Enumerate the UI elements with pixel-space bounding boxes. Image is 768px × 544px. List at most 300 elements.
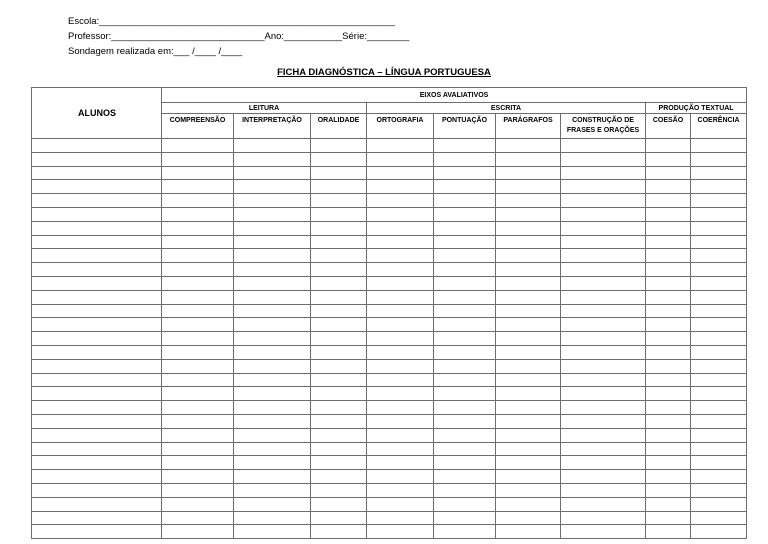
student-name-cell: [32, 387, 162, 401]
student-row: [32, 470, 747, 484]
evaluation-cell: [162, 249, 234, 263]
evaluation-cell: [646, 359, 691, 373]
evaluation-cell: [561, 373, 646, 387]
student-name-cell: [32, 318, 162, 332]
student-name-cell: [32, 139, 162, 153]
student-row: [32, 207, 747, 221]
evaluation-cell: [367, 414, 434, 428]
evaluation-cell: [234, 373, 311, 387]
evaluation-cell: [691, 442, 747, 456]
evaluation-cell: [496, 345, 561, 359]
evaluation-cell: [646, 414, 691, 428]
evaluation-cell: [646, 290, 691, 304]
evaluation-cell: [646, 318, 691, 332]
student-row: [32, 304, 747, 318]
evaluation-cell: [561, 525, 646, 539]
evaluation-cell: [691, 345, 747, 359]
evaluation-cell: [691, 511, 747, 525]
student-name-cell: [32, 235, 162, 249]
evaluation-cell: [434, 290, 496, 304]
evaluation-cell: [691, 483, 747, 497]
student-row: [32, 497, 747, 511]
evaluation-cell: [311, 318, 367, 332]
evaluation-cell: [162, 318, 234, 332]
evaluation-cell: [162, 428, 234, 442]
evaluation-cell: [691, 401, 747, 415]
evaluation-cell: [162, 180, 234, 194]
student-row: [32, 318, 747, 332]
evaluation-cell: [234, 194, 311, 208]
evaluation-cell: [434, 276, 496, 290]
evaluation-cell: [434, 152, 496, 166]
student-name-cell: [32, 194, 162, 208]
evaluation-cell: [234, 483, 311, 497]
evaluation-cell: [162, 166, 234, 180]
student-row: [32, 276, 747, 290]
evaluation-cell: [234, 276, 311, 290]
student-name-cell: [32, 345, 162, 359]
evaluation-cell: [311, 525, 367, 539]
evaluation-cell: [434, 235, 496, 249]
evaluation-cell: [434, 304, 496, 318]
evaluation-cell: [162, 304, 234, 318]
evaluation-cell: [434, 194, 496, 208]
evaluation-cell: [367, 470, 434, 484]
evaluation-cell: [691, 207, 747, 221]
evaluation-cell: [367, 166, 434, 180]
evaluation-cell: [496, 304, 561, 318]
evaluation-cell: [367, 207, 434, 221]
evaluation-cell: [367, 332, 434, 346]
evaluation-cell: [691, 414, 747, 428]
evaluation-cell: [162, 373, 234, 387]
evaluation-cell: [691, 235, 747, 249]
student-row: [32, 428, 747, 442]
evaluation-cell: [367, 235, 434, 249]
student-name-cell: [32, 304, 162, 318]
evaluation-cell: [646, 470, 691, 484]
evaluation-cell: [311, 511, 367, 525]
evaluation-cell: [496, 249, 561, 263]
evaluation-cell: [691, 470, 747, 484]
student-name-cell: [32, 428, 162, 442]
evaluation-cell: [367, 290, 434, 304]
evaluation-cell: [311, 401, 367, 415]
evaluation-cell: [496, 235, 561, 249]
evaluation-cell: [162, 263, 234, 277]
col-oralidade: ORALIDADE: [311, 114, 367, 139]
student-name-cell: [32, 442, 162, 456]
evaluation-cell: [162, 414, 234, 428]
evaluation-cell: [234, 139, 311, 153]
evaluation-cell: [311, 332, 367, 346]
evaluation-cell: [561, 497, 646, 511]
student-row: [32, 456, 747, 470]
evaluation-cell: [561, 221, 646, 235]
diagnostic-table: [31, 87, 747, 539]
evaluation-cell: [646, 221, 691, 235]
evaluation-cell: [434, 249, 496, 263]
evaluation-cell: [367, 180, 434, 194]
evaluation-cell: [311, 152, 367, 166]
evaluation-cell: [496, 180, 561, 194]
evaluation-cell: [234, 387, 311, 401]
evaluation-cell: [434, 414, 496, 428]
student-name-cell: [32, 373, 162, 387]
col-coerencia: COERÊNCIA: [691, 114, 747, 139]
evaluation-cell: [162, 235, 234, 249]
evaluation-cell: [561, 345, 646, 359]
evaluation-cell: [311, 483, 367, 497]
evaluation-cell: [162, 483, 234, 497]
evaluation-cell: [496, 373, 561, 387]
evaluation-cell: [561, 276, 646, 290]
evaluation-cell: [434, 207, 496, 221]
evaluation-cell: [367, 497, 434, 511]
evaluation-cell: [234, 180, 311, 194]
evaluation-cell: [434, 511, 496, 525]
evaluation-cell: [311, 456, 367, 470]
evaluation-cell: [561, 414, 646, 428]
evaluation-cell: [311, 221, 367, 235]
evaluation-cell: [646, 525, 691, 539]
alunos-header: ALUNOS: [32, 88, 162, 139]
evaluation-cell: [234, 207, 311, 221]
student-name-cell: [32, 221, 162, 235]
evaluation-cell: [311, 304, 367, 318]
producao-header: PRODUÇÃO TEXTUAL: [646, 103, 747, 114]
leitura-header: LEITURA: [162, 103, 367, 114]
evaluation-cell: [561, 401, 646, 415]
evaluation-cell: [367, 139, 434, 153]
evaluation-cell: [367, 249, 434, 263]
evaluation-cell: [691, 497, 747, 511]
evaluation-cell: [162, 387, 234, 401]
evaluation-cell: [496, 263, 561, 277]
evaluation-cell: [162, 194, 234, 208]
evaluation-cell: [311, 345, 367, 359]
page-title: [0, 67, 768, 78]
student-name-cell: [32, 414, 162, 428]
evaluation-cell: [496, 332, 561, 346]
student-row: [32, 345, 747, 359]
evaluation-cell: [646, 483, 691, 497]
student-row: [32, 442, 747, 456]
student-name-cell: [32, 511, 162, 525]
evaluation-cell: [646, 401, 691, 415]
evaluation-cell: [561, 332, 646, 346]
student-row: [32, 483, 747, 497]
evaluation-cell: [434, 483, 496, 497]
evaluation-cell: [367, 318, 434, 332]
evaluation-cell: [367, 194, 434, 208]
evaluation-cell: [496, 290, 561, 304]
evaluation-cell: [311, 194, 367, 208]
evaluation-cell: [234, 235, 311, 249]
evaluation-cell: [691, 180, 747, 194]
evaluation-cell: [367, 263, 434, 277]
evaluation-cell: [646, 332, 691, 346]
evaluation-cell: [646, 428, 691, 442]
evaluation-cell: [646, 166, 691, 180]
col-construcao: [561, 114, 646, 139]
evaluation-cell: [234, 414, 311, 428]
evaluation-cell: [691, 428, 747, 442]
evaluation-cell: [691, 221, 747, 235]
evaluation-cell: [561, 318, 646, 332]
escrita-header: ESCRITA: [367, 103, 646, 114]
evaluation-cell: [311, 414, 367, 428]
evaluation-cell: [691, 290, 747, 304]
evaluation-cell: [367, 221, 434, 235]
evaluation-cell: [162, 152, 234, 166]
evaluation-cell: [311, 290, 367, 304]
evaluation-cell: [162, 345, 234, 359]
evaluation-cell: [311, 207, 367, 221]
evaluation-cell: [646, 276, 691, 290]
col-compreensao: COMPREENSÃO: [162, 114, 234, 139]
evaluation-cell: [162, 497, 234, 511]
evaluation-cell: [234, 290, 311, 304]
evaluation-cell: [234, 304, 311, 318]
student-name-cell: [32, 483, 162, 497]
student-name-cell: [32, 249, 162, 263]
evaluation-cell: [311, 497, 367, 511]
evaluation-cell: [367, 345, 434, 359]
evaluation-cell: [561, 359, 646, 373]
evaluation-cell: [496, 525, 561, 539]
evaluation-cell: [646, 263, 691, 277]
evaluation-cell: [234, 318, 311, 332]
evaluation-cell: [561, 428, 646, 442]
student-row: [32, 194, 747, 208]
evaluation-cell: [367, 152, 434, 166]
col-construcao-line1: CONSTRUÇÃO DE: [572, 117, 634, 124]
evaluation-cell: [561, 470, 646, 484]
student-row: [32, 235, 747, 249]
evaluation-cell: [434, 359, 496, 373]
student-row: [32, 263, 747, 277]
evaluation-cell: [434, 525, 496, 539]
evaluation-cell: [646, 442, 691, 456]
evaluation-cell: [162, 470, 234, 484]
evaluation-cell: [162, 276, 234, 290]
evaluation-cell: [561, 511, 646, 525]
student-row: [32, 139, 747, 153]
evaluation-cell: [367, 401, 434, 415]
evaluation-cell: [434, 318, 496, 332]
evaluation-cell: [162, 511, 234, 525]
evaluation-cell: [496, 470, 561, 484]
evaluation-cell: [691, 373, 747, 387]
evaluation-cell: [561, 456, 646, 470]
evaluation-cell: [691, 318, 747, 332]
evaluation-cell: [434, 456, 496, 470]
student-name-cell: [32, 276, 162, 290]
evaluation-cell: [162, 456, 234, 470]
student-row: [32, 359, 747, 373]
evaluation-cell: [234, 401, 311, 415]
evaluation-cell: [496, 483, 561, 497]
evaluation-cell: [311, 166, 367, 180]
evaluation-cell: [561, 180, 646, 194]
evaluation-cell: [311, 249, 367, 263]
evaluation-cell: [646, 249, 691, 263]
evaluation-cell: [434, 470, 496, 484]
student-name-cell: [32, 332, 162, 346]
student-name-cell: [32, 152, 162, 166]
evaluation-cell: [311, 470, 367, 484]
evaluation-cell: [561, 483, 646, 497]
evaluation-cell: [162, 525, 234, 539]
evaluation-cell: [434, 221, 496, 235]
evaluation-cell: [162, 401, 234, 415]
evaluation-cell: [646, 207, 691, 221]
student-row: [32, 525, 747, 539]
evaluation-cell: [434, 139, 496, 153]
evaluation-cell: [691, 359, 747, 373]
evaluation-cell: [496, 276, 561, 290]
evaluation-cell: [561, 166, 646, 180]
eixos-header: EIXOS AVALIATIVOS: [162, 88, 747, 103]
evaluation-cell: [434, 332, 496, 346]
evaluation-cell: [496, 152, 561, 166]
evaluation-cell: [162, 221, 234, 235]
evaluation-cell: [311, 387, 367, 401]
evaluation-cell: [691, 304, 747, 318]
evaluation-cell: [234, 332, 311, 346]
student-name-cell: [32, 166, 162, 180]
evaluation-cell: [234, 456, 311, 470]
evaluation-cell: [162, 332, 234, 346]
student-row: [32, 401, 747, 415]
evaluation-cell: [496, 401, 561, 415]
student-name-cell: [32, 207, 162, 221]
evaluation-cell: [561, 194, 646, 208]
evaluation-cell: [496, 207, 561, 221]
evaluation-cell: [234, 152, 311, 166]
evaluation-cell: [496, 414, 561, 428]
student-row: [32, 290, 747, 304]
evaluation-cell: [691, 387, 747, 401]
student-row: [32, 373, 747, 387]
evaluation-cell: [561, 152, 646, 166]
evaluation-cell: [434, 166, 496, 180]
evaluation-cell: [646, 180, 691, 194]
evaluation-cell: [496, 497, 561, 511]
evaluation-cell: [234, 263, 311, 277]
evaluation-cell: [234, 511, 311, 525]
evaluation-cell: [691, 456, 747, 470]
evaluation-cell: [496, 221, 561, 235]
evaluation-cell: [691, 276, 747, 290]
evaluation-cell: [311, 276, 367, 290]
evaluation-cell: [311, 180, 367, 194]
evaluation-cell: [434, 497, 496, 511]
evaluation-cell: [496, 166, 561, 180]
escola-line: Escola:________________________________________________________: [68, 16, 396, 27]
evaluation-cell: [561, 207, 646, 221]
student-row: [32, 414, 747, 428]
col-ortografia: ORTOGRAFIA: [367, 114, 434, 139]
student-name-cell: [32, 263, 162, 277]
evaluation-cell: [496, 387, 561, 401]
evaluation-cell: [162, 207, 234, 221]
evaluation-cell: [234, 525, 311, 539]
evaluation-cell: [561, 387, 646, 401]
student-name-cell: [32, 456, 162, 470]
evaluation-cell: [496, 194, 561, 208]
evaluation-cell: [234, 428, 311, 442]
evaluation-cell: [367, 428, 434, 442]
evaluation-cell: [311, 235, 367, 249]
evaluation-cell: [691, 249, 747, 263]
student-row: [32, 166, 747, 180]
evaluation-cell: [496, 511, 561, 525]
evaluation-cell: [646, 497, 691, 511]
evaluation-cell: [367, 525, 434, 539]
professor-line: Professor:_____________________________Ano:___________Série:________: [68, 31, 410, 42]
evaluation-cell: [561, 249, 646, 263]
evaluation-cell: [434, 428, 496, 442]
evaluation-cell: [311, 442, 367, 456]
evaluation-cell: [367, 276, 434, 290]
evaluation-cell: [367, 304, 434, 318]
evaluation-cell: [561, 442, 646, 456]
evaluation-cell: [162, 442, 234, 456]
evaluation-cell: [311, 263, 367, 277]
student-name-cell: [32, 497, 162, 511]
evaluation-cell: [646, 152, 691, 166]
evaluation-cell: [496, 318, 561, 332]
col-construcao-line2: FRASES E ORAÇÕES: [566, 127, 640, 134]
evaluation-cell: [691, 263, 747, 277]
evaluation-cell: [646, 139, 691, 153]
evaluation-cell: [646, 194, 691, 208]
evaluation-cell: [234, 359, 311, 373]
evaluation-cell: [561, 304, 646, 318]
evaluation-cell: [311, 139, 367, 153]
evaluation-cell: [367, 359, 434, 373]
evaluation-cell: [434, 373, 496, 387]
evaluation-cell: [646, 456, 691, 470]
evaluation-cell: [234, 166, 311, 180]
student-row: [32, 249, 747, 263]
evaluation-cell: [496, 442, 561, 456]
student-row: [32, 180, 747, 194]
student-row: [32, 387, 747, 401]
evaluation-cell: [162, 139, 234, 153]
evaluation-cell: [561, 235, 646, 249]
evaluation-cell: [691, 139, 747, 153]
evaluation-cell: [367, 387, 434, 401]
evaluation-cell: [691, 525, 747, 539]
evaluation-cell: [561, 290, 646, 304]
evaluation-cell: [496, 139, 561, 153]
evaluation-cell: [367, 511, 434, 525]
evaluation-cell: [434, 387, 496, 401]
evaluation-cell: [691, 332, 747, 346]
page-title-text: FICHA DIAGNÓSTICA – LÍNGUA PORTUGUESA: [277, 67, 491, 78]
evaluation-cell: [434, 401, 496, 415]
evaluation-cell: [434, 180, 496, 194]
col-interpretacao: INTERPRETAÇÃO: [234, 114, 311, 139]
evaluation-cell: [311, 373, 367, 387]
evaluation-cell: [646, 387, 691, 401]
evaluation-cell: [367, 373, 434, 387]
evaluation-cell: [234, 497, 311, 511]
evaluation-cell: [311, 359, 367, 373]
